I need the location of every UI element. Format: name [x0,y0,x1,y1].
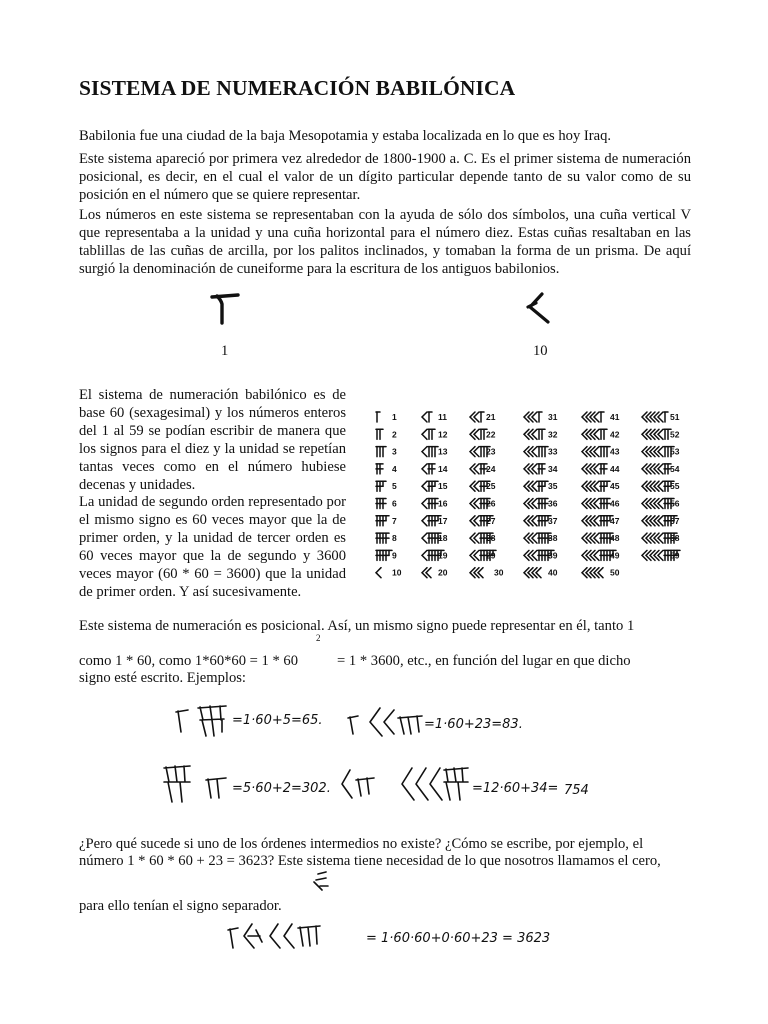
cuneiform-cell [422,568,448,578]
table-number-label: 46 [610,498,620,509]
cuneiform-cell [422,447,448,457]
cuneiform-cell [422,499,448,509]
table-number-label: 47 [610,515,620,526]
table-number-label: 41 [610,412,620,422]
table-number-label: 29 [486,550,496,561]
cuneiform-cell [470,464,496,474]
cuneiform-cell [582,516,620,526]
table-number-label: 2 [392,429,397,440]
question-line-b: número 1 * 60 * 60 + 23 = 3623? Este sistema tiene necesidad de lo que nosotros llamamos el cero, [79,853,661,869]
separator-sign-icon [310,870,334,896]
table-number-label: 55 [670,481,680,492]
table-number-label: 9 [392,550,397,561]
cuneiform-cell [642,429,680,439]
cuneiform-cell [470,550,496,560]
cuneiform-cell [422,412,447,422]
cuneiform-cell [582,429,620,439]
table-number-label: 3 [392,446,397,457]
cuneiform-cell [376,481,397,491]
table-number-label: 58 [670,533,680,544]
table-number-label: 27 [486,515,496,526]
cuneiform-cell [422,464,448,474]
table-number-label: 6 [392,498,397,509]
example-83-text: =1·60+23=83. [424,717,523,732]
table-number-label: 30 [494,567,504,578]
table-number-label: 7 [392,515,397,526]
cuneiform-cell [642,499,680,509]
table-number-label: 15 [438,481,448,492]
table-number-label: 17 [438,515,448,526]
table-number-label: 33 [548,446,558,457]
cuneiform-cell [376,568,402,578]
cuneiform-cell [642,550,680,560]
table-number-label: 45 [610,481,620,492]
cuneiform-cell [524,412,558,422]
cuneiform-cell [642,464,680,474]
cuneiform-cell [422,516,448,526]
cuneiform-cell [642,516,680,526]
example-302-text: =5·60+2=302. [232,781,331,796]
cuneiform-cell [376,516,397,526]
cuneiform-cell [524,550,558,560]
table-number-label: 21 [486,412,496,422]
separator-sentence: para ello tenían el signo separador. [79,898,282,914]
table-number-label: 59 [670,550,680,561]
table-number-label: 11 [438,412,447,422]
table-number-label: 28 [486,533,496,544]
table-number-label: 4 [392,463,397,474]
example-65-text: =1·60+5=65. [232,713,323,728]
cuneiform-cell [376,412,397,422]
table-number-label: 14 [438,463,448,474]
cuneiform-cell [582,568,620,578]
table-number-label: 34 [548,463,558,474]
cuneiform-cell [376,447,397,457]
table-number-label: 13 [438,446,448,457]
cuneiform-cell [524,516,558,526]
example-3623-text: = 1·60·60+0·60+23 = 3623 [366,931,551,946]
table-number-label: 51 [670,412,680,422]
table-number-label: 35 [548,481,558,492]
paragraph-orders: La unidad de segundo orden representado por el mismo signo es 60 veces mayor que la de primer orden, y la unidad de tercer orden es 60 veces mayor que la de segundo y 3600 veces mayor (60 * 60 = 3600) que la unidad de primer orden. Y así sucesivamente. [79,494,346,600]
table-number-label: 44 [610,463,620,474]
table-number-label: 16 [438,498,448,509]
table-number-label: 8 [392,533,397,544]
table-number-label: 12 [438,429,448,440]
question-line-a: ¿Pero qué sucede si uno de los órdenes intermedios no existe? ¿Cómo se escribe, por ejemplo, el [79,836,644,852]
example-83-figure [344,702,544,744]
cuneiform-cell [642,447,680,457]
example-302-figure [160,762,350,808]
table-number-label: 37 [548,515,558,526]
table-number-label: 19 [438,550,448,561]
table-number-label: 31 [548,412,558,422]
example-754-result: 754 [564,783,589,798]
cuneiform-cell [376,499,397,509]
table-number-label: 57 [670,515,680,526]
cuneiform-cell [524,464,558,474]
cuneiform-cell [470,568,504,578]
cuneiform-cell [582,550,620,560]
cuneiform-cell [582,464,620,474]
table-number-label: 22 [486,429,496,440]
cuneiform-number-table [370,408,700,586]
positional-line-a: como 1 * 60, como 1*60*60 = 1 * 60 [79,653,299,669]
table-number-label: 40 [548,567,558,578]
cuneiform-cell [422,550,448,560]
cuneiform-cell [376,550,397,560]
cuneiform-cell [642,412,680,422]
paragraph-symbols: Los números en este sistema se representaban con la ayuda de sólo dos símbolos, una cuña vertical V que representaba a la unidad y una cuña horizontal para el número diez. Estas cuñas resaltaban en las tablillas de las cuñas de arcilla, por los palitos inclinados, y tomaban la forma de un prisma. De aquí surgió la denominación de cuneiforme para la escritura de los antiguos babilonios. [79,207,691,277]
positional-line-c: signo esté escrito. Ejemplos: [79,670,246,686]
table-number-label: 52 [670,429,680,440]
cuneiform-cell [470,516,496,526]
paragraph-intro: Babilonia fue una ciudad de la baja Mesopotamia y estaba localizada en lo que es hoy Iraq. [79,128,612,144]
table-number-label: 32 [548,429,558,440]
paragraph-positional: Este sistema de numeración es posicional. Así, un mismo signo puede representar en él, tanto 1 [79,618,635,634]
example-754-text: =12·60+34= [472,781,559,796]
cuneiform-cell [470,447,496,457]
table-number-label: 23 [486,446,496,457]
cuneiform-cell [582,447,620,457]
page-title: SISTEMA DE NUMERACIÓN BABILÓNICA [79,76,516,100]
cuneiform-cell [582,412,620,422]
cuneiform-cell [376,464,397,474]
cuneiform-cell [422,533,448,543]
table-number-label: 5 [392,481,397,492]
cuneiform-cell [376,429,397,439]
cuneiform-cell [524,499,558,509]
wedge-ten-icon [524,288,554,326]
table-number-label: 56 [670,498,680,509]
table-number-label: 38 [548,533,558,544]
cuneiform-cell [422,429,448,439]
cuneiform-cell [582,481,620,491]
table-number-label: 39 [548,550,558,561]
example-65-figure [170,698,330,742]
paragraph-base-60: El sistema de numeración babilónico es de base 60 (sexagesimal) y los números enteros del 1 al 59 se podían escribir de manera que los signos para el diez y la unidad se repetían tantas veces como en el número hubiese decenas y unidades. [79,387,346,493]
cuneiform-cell [524,568,558,578]
table-number-label: 18 [438,533,448,544]
table-number-label: 50 [610,567,620,578]
cuneiform-cell [642,481,680,491]
table-number-label: 54 [670,463,680,474]
paragraph-origin: Este sistema apareció por primera vez alrededor de 1800-1900 a. C. Es el primer sistema de numeración posicional, es decir, en el cual el valor de un dígito particular depende tanto de su valor como de su posición en el número que se quiere representar. [79,151,691,203]
cuneiform-cell [376,533,397,543]
cuneiform-cell [470,499,496,509]
cuneiform-cell [582,533,620,543]
table-number-label: 43 [610,446,620,457]
wedge-one-icon [208,290,244,328]
cuneiform-cell [524,429,558,439]
table-number-label: 20 [438,567,448,578]
cuneiform-cell [470,533,496,543]
cuneiform-cell [582,499,620,509]
cuneiform-cell [524,481,558,491]
cuneiform-cell [422,481,448,491]
example-754-figure [340,762,600,808]
cuneiform-cell [642,533,680,543]
example-3623-figure [226,918,556,960]
table-number-label: 24 [486,463,496,474]
symbol-one-label: 1 [221,343,229,359]
symbol-ten-label: 10 [533,343,548,359]
cuneiform-cell [470,412,496,422]
cuneiform-cell [524,447,558,457]
table-number-label: 25 [486,481,496,492]
table-number-label: 1 [392,412,397,422]
table-number-label: 53 [670,446,680,457]
table-number-label: 36 [548,498,558,509]
cuneiform-cell [470,429,496,439]
table-number-label: 42 [610,429,620,440]
cuneiform-cell [524,533,558,543]
cuneiform-cell [470,481,496,491]
positional-line-b: = 1 * 3600, etc., en función del lugar en que dicho [337,653,631,669]
table-number-label: 10 [392,567,402,578]
superscript-exponent: 2 [316,633,321,643]
table-number-label: 26 [486,498,496,509]
table-number-label: 48 [610,533,620,544]
table-number-label: 49 [610,550,620,561]
